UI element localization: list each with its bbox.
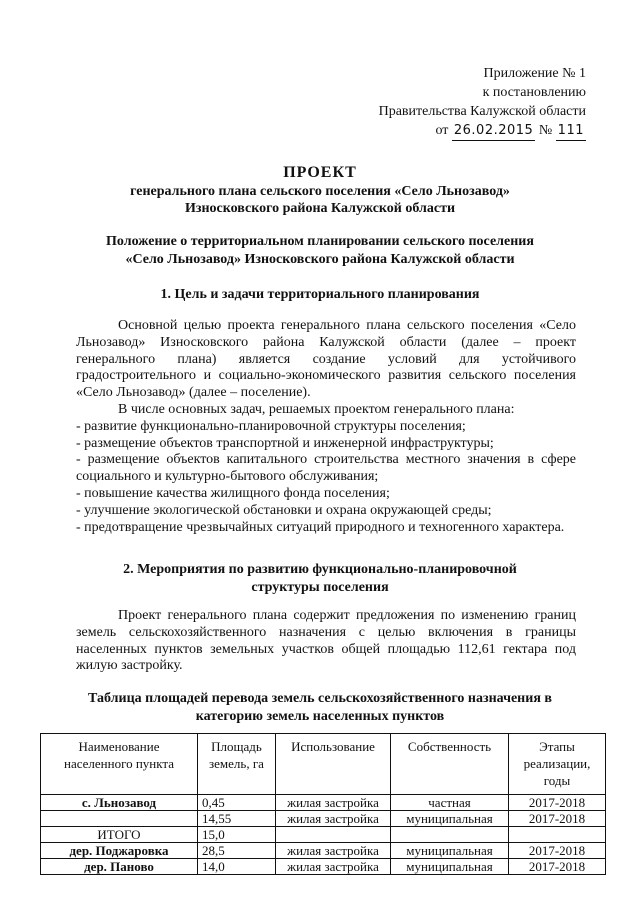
table-cell-use: жилая застройка <box>276 795 391 811</box>
section-1-heading: 1. Цель и задачи территориального планирования <box>160 287 480 302</box>
section-2-para: Проект генерального плана содержит предложения по изменению границ земель сельскохозяйственного назначения с целью включения в границы населенных пунктов земельных участков общей площадью 112,61 гектара под жилую застройку. <box>76 608 576 674</box>
table-cell-name <box>41 811 198 827</box>
table-cell-stage: 2017-2018 <box>509 811 606 827</box>
section-2-heading-line-2: структуры поселения <box>251 580 389 595</box>
table-cell-use: жилая застройка <box>276 859 391 875</box>
task-item: - размещение объектов капитального строительства местного значения в сфере социального и культурно-бытового обслуживания; <box>76 452 576 485</box>
table-cell-ownership: муниципальная <box>391 843 509 859</box>
column-header: Использование <box>276 734 391 795</box>
section-2-heading-line-1: 2. Мероприятия по развитию функционально-планировочной <box>123 562 517 577</box>
table-cell-stage: 2017-2018 <box>509 843 606 859</box>
project-title: ПРОЕКТ <box>283 164 357 181</box>
land-transfer-table <box>40 733 606 875</box>
column-header: Площадь земель, га <box>198 734 276 795</box>
task-item: - предотвращение чрезвычайных ситуаций природного и техногенного характера. <box>76 519 565 535</box>
column-header: Собственность <box>391 734 509 795</box>
table-row <box>41 843 606 859</box>
project-subtitle-line-1: генерального плана сельского поселения «Село Льнозавод» <box>130 184 510 199</box>
table-cell-use: жилая застройка <box>276 811 391 827</box>
position-heading-line-1: Положение о территориальном планировании сельского поселения <box>106 234 534 249</box>
appendix-line-2: к постановлению <box>482 85 586 100</box>
table-cell-area: 14,0 <box>198 859 276 875</box>
table-title-line-2: категорию земель населенных пунктов <box>195 709 445 724</box>
table-title <box>0 690 640 726</box>
table-row <box>41 795 606 811</box>
table-row-total <box>41 827 606 843</box>
table-cell-ownership: муниципальная <box>391 811 509 827</box>
position-heading <box>0 233 640 269</box>
table-header-row <box>41 734 606 795</box>
table-row <box>41 811 606 827</box>
table-cell-stage: 2017-2018 <box>509 859 606 875</box>
appendix-date-line <box>379 121 586 141</box>
table-title-line-1: Таблица площадей перевода земель сельскохозяйственного назначения в <box>88 691 552 706</box>
table-cell-name: дер. Паново <box>41 859 198 875</box>
table-cell-name: дер. Поджаровка <box>41 843 198 859</box>
number-value: 111 <box>556 121 586 141</box>
table-cell-ownership <box>391 827 509 843</box>
task-item: - размещение объектов транспортной и инженерной инфраструктуры; <box>76 435 494 451</box>
table-cell-area: 14,55 <box>198 811 276 827</box>
table-cell-name: ИТОГО <box>41 827 198 843</box>
table-cell-ownership: муниципальная <box>391 859 509 875</box>
table-cell-use: жилая застройка <box>276 843 391 859</box>
table-cell-stage: 2017-2018 <box>509 795 606 811</box>
appendix-block <box>379 64 586 141</box>
project-subtitle-line-2: Износковского района Калужской области <box>184 201 456 216</box>
task-item: - развитие функционально-планировочной структуры поселения; <box>76 418 466 434</box>
appendix-line-1: Приложение № 1 <box>483 66 586 81</box>
table-cell-stage <box>509 827 606 843</box>
section-2-heading <box>0 561 640 597</box>
date-value: 26.02.2015 <box>452 121 535 141</box>
column-header: Наименование населенного пункта <box>41 734 198 795</box>
table-cell-area: 28,5 <box>198 843 276 859</box>
section-1-body <box>76 318 576 536</box>
task-item: - улучшение экологической обстановки и охрана окружающей среды; <box>76 502 492 518</box>
section-1-para-2: В числе основных задач, решаемых проектом генерального плана: <box>118 401 515 417</box>
table-row <box>41 859 606 875</box>
number-prefix: № <box>538 123 553 138</box>
project-subtitle <box>0 183 640 217</box>
table-cell-name: с. Льнозавод <box>41 795 198 811</box>
appendix-line-3: Правительства Калужской области <box>378 104 586 119</box>
table-cell-area: 0,45 <box>198 795 276 811</box>
table-cell-area: 15,0 <box>198 827 276 843</box>
column-header: Этапы реализации, годы <box>509 734 606 795</box>
table-cell-ownership: частная <box>391 795 509 811</box>
section-1-para-1: Основной целью проекта генерального плана сельского поселения «Село Льнозавод» Износковского района Калужской области (далее – проект генерального плана) является создание условий для устойчивого градостроительного и социально-экономического развития сельского поселения «Село Льнозавод» (далее – поселение). <box>76 318 576 401</box>
position-heading-line-2: «Село Льнозавод» Износковского района Калужской области <box>125 252 515 267</box>
table-cell-use <box>276 827 391 843</box>
date-prefix: от <box>435 123 449 138</box>
task-item: - повышение качества жилищного фонда поселения; <box>76 485 390 501</box>
